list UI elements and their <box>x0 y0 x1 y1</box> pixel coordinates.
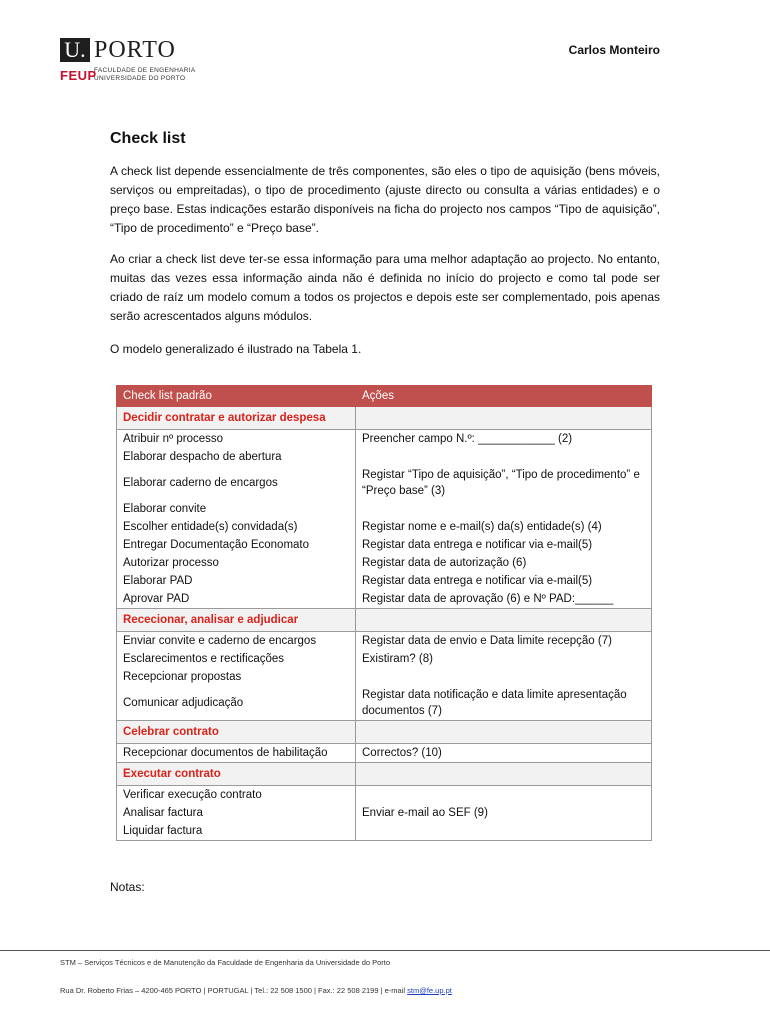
action-cell: Preencher campo N.º: ____________ (2) <box>356 430 652 449</box>
logo-u-mark: U. <box>60 38 90 62</box>
table-row <box>117 572 652 590</box>
page-title: Check list <box>110 130 186 147</box>
action-cell: Registar “Tipo de aquisição”, “Tipo de procedimento” e “Preço base” (3) <box>356 466 652 500</box>
checklist-step-cell: Liquidar factura <box>117 822 356 841</box>
table-row <box>117 686 652 721</box>
table-row <box>117 744 652 763</box>
action-cell: Registar nome e e-mail(s) da(s) entidade(s) (4) <box>356 518 652 536</box>
action-cell: Registar data de aprovação (6) e Nº PAD:______ <box>356 590 652 609</box>
section-row <box>117 721 652 744</box>
section-title-blank <box>356 407 652 430</box>
logo-porto-text: PORTO <box>94 37 176 63</box>
table-row <box>117 430 652 449</box>
paragraph-creation: Ao criar a check list deve ter-se essa informação para uma melhor adaptação ao projecto. No entanto, muitas das vezes essa informação ainda não é definida no início do projecto e como tal pode ser criado de raíz um modelo comum a todos os projectos e depois este ser complementado, pois apenas serão acrescentados alguns módulos. <box>110 252 660 323</box>
section-title: Executar contrato <box>117 763 356 786</box>
action-cell <box>356 500 652 518</box>
checklist-step-cell: Elaborar PAD <box>117 572 356 590</box>
table-row <box>117 650 652 668</box>
table-header-row <box>117 386 652 407</box>
action-cell <box>356 822 652 841</box>
table-row <box>117 518 652 536</box>
section-row <box>117 407 652 430</box>
action-cell: Existiram? (8) <box>356 650 652 668</box>
checklist-step-cell: Elaborar despacho de abertura <box>117 448 356 466</box>
action-cell <box>356 786 652 805</box>
checklist-step-cell: Elaborar caderno de encargos <box>117 466 356 500</box>
table-row <box>117 822 652 841</box>
notes-label: Notas: <box>110 880 145 894</box>
checklist-step-cell: Recepcionar documentos de habilitação <box>117 744 356 763</box>
checklist-step-cell: Comunicar adjudicação <box>117 686 356 721</box>
checklist-step-cell: Elaborar convite <box>117 500 356 518</box>
logo-faculty-text: FACULDADE DE ENGENHARIA UNIVERSIDADE DO PORTO <box>94 67 196 82</box>
action-cell <box>356 668 652 686</box>
checklist-step-cell: Escolher entidade(s) convidada(s) <box>117 518 356 536</box>
table-row <box>117 668 652 686</box>
action-cell: Registar data de envio e Data limite recepção (7) <box>356 632 652 651</box>
footer-divider <box>0 950 770 951</box>
checklist-step-cell: Entregar Documentação Economato <box>117 536 356 554</box>
table-row <box>117 804 652 822</box>
table-row <box>117 632 652 651</box>
table-row <box>117 786 652 805</box>
action-cell: Registar data entrega e notificar via e-mail(5) <box>356 572 652 590</box>
column-header-checklist: Check list padrão <box>117 386 356 407</box>
action-cell: Enviar e-mail ao SEF (9) <box>356 804 652 822</box>
section-title-blank <box>356 763 652 786</box>
table-row <box>117 590 652 609</box>
action-cell: Correctos? (10) <box>356 744 652 763</box>
checklist-step-cell: Analisar factura <box>117 804 356 822</box>
action-cell <box>356 448 652 466</box>
table-row <box>117 554 652 572</box>
table-row <box>117 466 652 500</box>
checklist-step-cell: Enviar convite e caderno de encargos <box>117 632 356 651</box>
action-cell: Registar data de autorização (6) <box>356 554 652 572</box>
checklist-step-cell: Esclarecimentos e rectificações <box>117 650 356 668</box>
section-title-blank <box>356 721 652 744</box>
footer-line-1: STM – Serviços Técnicos e de Manutenção da Faculdade de Engenharia da Universidade do Porto <box>60 958 391 967</box>
paragraph-intro: A check list depende essencialmente de três componentes, são eles o tipo de aquisição (bens móveis, serviços ou empreitadas), o tipo de procedimento (ajuste directo ou consulta a várias entidades) e o preço base. Estas indicações estarão disponíveis na ficha do projecto nos campos “Tipo de aquisição”, “Tipo de procedimento” e “Preço base”. <box>110 164 660 235</box>
logo-feup-text: FEUP <box>60 68 97 83</box>
section-title: Decidir contratar e autorizar despesa <box>117 407 356 430</box>
checklist-table <box>116 385 652 841</box>
author-name: Carlos Monteiro <box>568 43 660 57</box>
checklist-step-cell: Atribuir nº processo <box>117 430 356 449</box>
footer-line-2: Rua Dr. Roberto Frias – 4200-465 PORTO | PORTUGAL | Tel.: 22 508 1500 | Fax.: 22 508 2199 | e-mail stm@fe.up.pt <box>60 986 452 995</box>
section-title: Rececionar, analisar e adjudicar <box>117 609 356 632</box>
table-row <box>117 500 652 518</box>
section-row <box>117 763 652 786</box>
table-row <box>117 536 652 554</box>
section-title-blank <box>356 609 652 632</box>
checklist-step-cell: Recepcionar propostas <box>117 668 356 686</box>
checklist-step-cell: Aprovar PAD <box>117 590 356 609</box>
action-cell: Registar data notificação e data limite apresentação documentos (7) <box>356 686 652 721</box>
action-cell: Registar data entrega e notificar via e-mail(5) <box>356 536 652 554</box>
column-header-actions: Ações <box>356 386 652 407</box>
section-row <box>117 609 652 632</box>
paragraph-model: O modelo generalizado é ilustrado na Tabela 1. <box>110 342 362 356</box>
section-title: Celebrar contrato <box>117 721 356 744</box>
checklist-step-cell: Autorizar processo <box>117 554 356 572</box>
checklist-step-cell: Verificar execução contrato <box>117 786 356 805</box>
footer-email-link[interactable]: stm@fe.up.pt <box>407 986 452 995</box>
table-row <box>117 448 652 466</box>
